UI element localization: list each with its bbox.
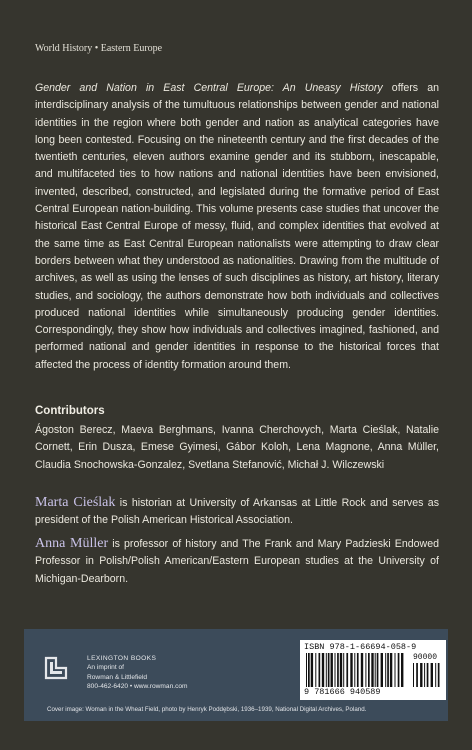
book-title: Gender and Nation in East Central Europe: An Uneasy History [35, 82, 383, 94]
ean-barcode-bars [306, 653, 406, 687]
publisher-name: LEXINGTON BOOKS [87, 655, 157, 662]
author-bio-text: is historian at University of Arkansas at Little Rock and serves as president of the Polish American Historical Association. [35, 497, 439, 527]
publisher-contact: 800-462-6420 • www.rowman.com [87, 683, 188, 691]
publisher-info [87, 654, 188, 692]
price-barcode-bars [413, 663, 443, 687]
book-description [35, 80, 439, 374]
contributors-list: Ágoston Berecz, Maeva Berghmans, Ivanna Cherchovych, Marta Cieślak, Natalie Cornett, Erin Dusza, Emese Gyimesi, Gábor Koloh, Lena Magnone, Anna Müller, Claudia Snochowska-Gonzalez, Svetlana Stefanović, Michał J. Wilczewski [35, 424, 439, 471]
contributors-heading: Contributors [35, 405, 105, 417]
author-name: Anna Müller [35, 536, 109, 551]
category-label: World History • Eastern Europe [35, 43, 163, 54]
author-bio [35, 494, 439, 530]
author-name: Marta Cieślak [35, 495, 116, 510]
publisher-parent: Rowman & Littlefield [87, 673, 148, 681]
author-bio-text: is professor of history and The Frank and Mary Padzieski Endowed Professor in Polish/Polish American/Eastern European studies at the University of Michigan-Dearborn. [35, 538, 439, 585]
isbn-barcode [300, 640, 446, 700]
cover-image-credit: Cover image: Woman in the Wheat Field, photo by Henryk Poddębski, 1936–1939, National Digital Archives, Poland. [47, 706, 367, 713]
description-text: offers an interdisciplinary analysis of the tumultuous relationships between gender and national identities in the region where both gender and nation as analytical categories have long been contested. Focusing on the nineteenth century and the first decades of the twentieth centuries, eleven authors examine gender and its stubborn, inescapable, and multifaceted ties to how nations and national identities have been envisioned, invented, described, constructed, and legislated during the formative period of East Central European nation-building. This volume presents case studies that uncover the historical East Central Europe of messy, fluid, and complex identities that evolved at the same time as East Central European nationalists were attempting to draw clear borders between what they understood as nationalities. Drawing from the multitude of archives, as well as using the lenses of such disciplines as history, art history, literary studies, and sociology, the authors demonstrate how both individuals and collectives produced national identities while simultaneously producing gender identities. Correspondingly, they show how individuals and collectives imagined, fashioned, and performed national and gender identities in response to the historical forces that affected the process of identity formation around them. [35, 82, 439, 371]
lexington-logo-icon [44, 656, 68, 680]
author-bio [35, 535, 439, 588]
price-code: 90000 [413, 653, 438, 662]
publisher-footer [24, 629, 448, 721]
publisher-imprint-line: An imprint of [87, 664, 125, 672]
isbn-number: ISBN 978-1-66694-058-9 [304, 642, 417, 652]
ean-number: 9 781666 940589 [304, 687, 381, 697]
